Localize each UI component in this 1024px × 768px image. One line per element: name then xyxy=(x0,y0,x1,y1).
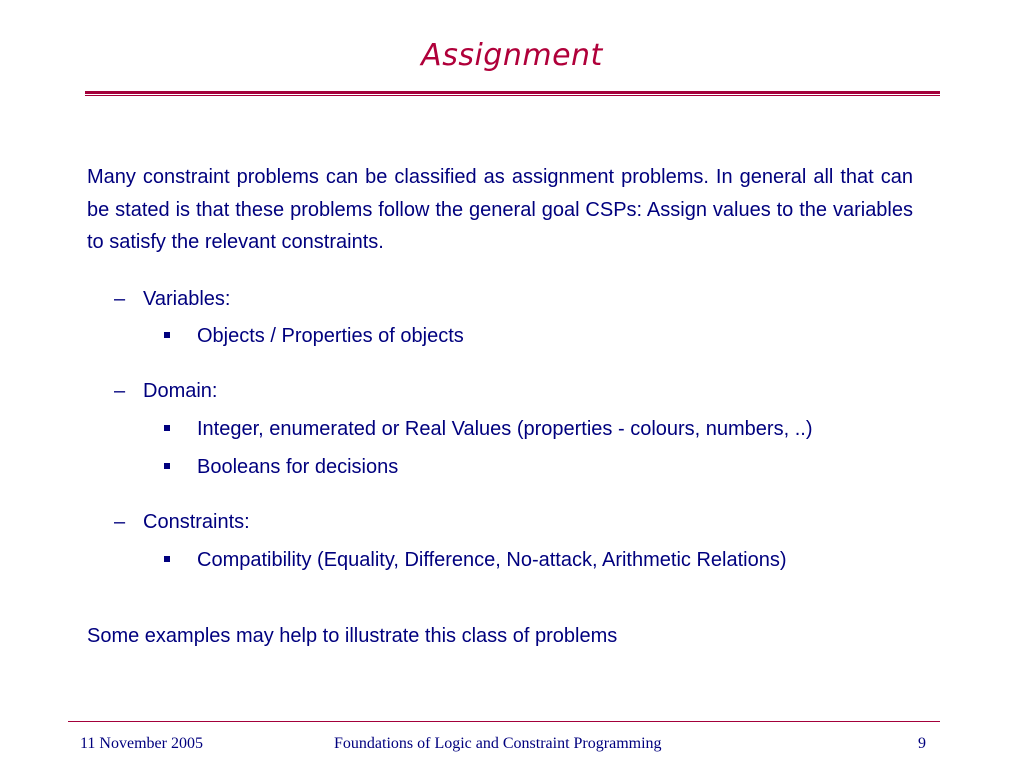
section-domain xyxy=(114,379,217,403)
title-divider-thin xyxy=(85,95,940,96)
list-item xyxy=(164,548,786,572)
section-label: Domain: xyxy=(143,380,218,402)
section-label: Constraints: xyxy=(143,511,250,533)
bullet-square-icon xyxy=(164,425,170,431)
dash-marker: – xyxy=(114,380,126,402)
bullet-square-icon xyxy=(164,463,170,469)
list-item xyxy=(164,455,398,479)
list-item xyxy=(164,324,464,348)
list-item-text: Integer, enumerated or Real Values (properties - colours, numbers, ..) xyxy=(197,418,813,440)
section-label: Variables: xyxy=(143,288,231,310)
dash-marker: – xyxy=(114,288,126,310)
bullet-square-icon xyxy=(164,332,170,338)
section-constraints xyxy=(114,510,250,534)
intro-paragraph: Many constraint problems can be classified as assignment problems. In general all that can be stated is that these problems follow the general goal CSPs: Assign values to the variables to satisfy the relevant constraints. xyxy=(87,166,913,253)
dash-marker: – xyxy=(114,511,126,533)
footer-date: 11 November 2005 xyxy=(80,735,203,752)
list-item xyxy=(164,417,812,441)
bullet-square-icon xyxy=(164,556,170,562)
footer-course-title: Foundations of Logic and Constraint Programming xyxy=(334,735,662,752)
list-item-text: Compatibility (Equality, Difference, No-attack, Arithmetic Relations) xyxy=(197,549,787,571)
title-divider xyxy=(85,91,940,94)
slide-title: Assignment xyxy=(421,38,603,73)
list-item-text: Objects / Properties of objects xyxy=(197,325,464,347)
section-variables xyxy=(114,287,230,311)
closing-sentence: Some examples may help to illustrate this class of problems xyxy=(87,625,618,647)
page-number: 9 xyxy=(918,735,926,752)
footer-divider xyxy=(68,721,940,722)
list-item-text: Booleans for decisions xyxy=(197,456,399,478)
